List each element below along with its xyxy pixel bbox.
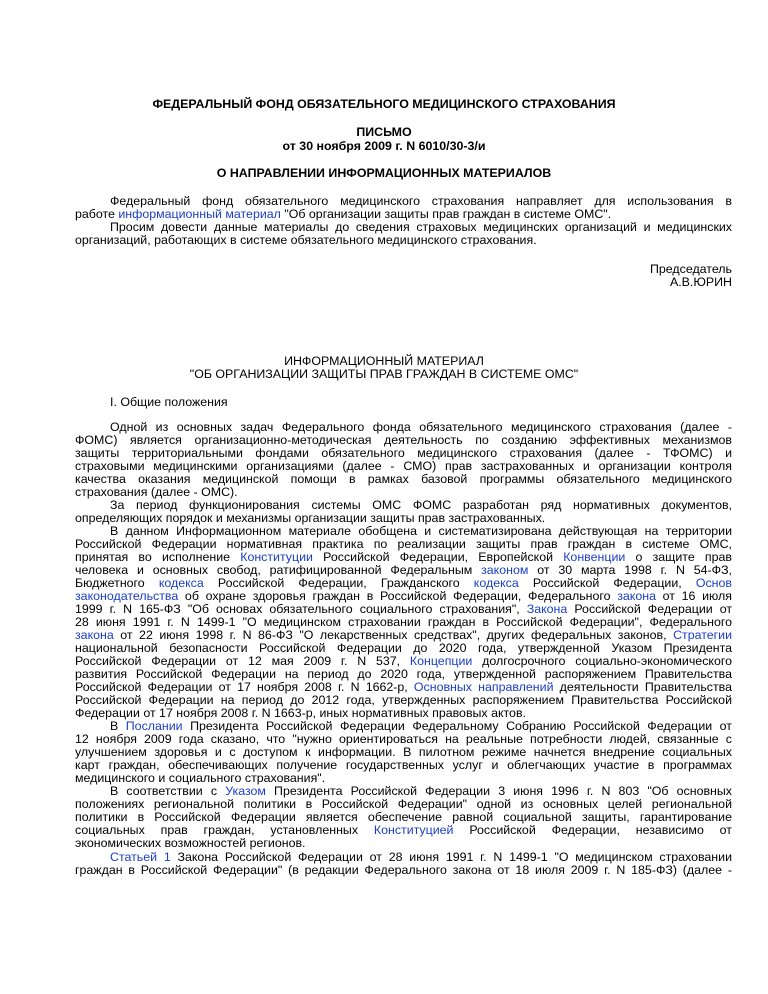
body-line: Статьей 1 Закона Российской Федерации от 28 июня 1991 г. N 1499-1 "О медицинском страховании	[110, 850, 732, 864]
body-line: В данном Информационном материале обобщена и систематизирована действующая на территории	[110, 524, 732, 538]
body-line: законодательства об охране здоровья граждан в Российской Федерации, Федерального закона от 16 июля	[75, 589, 732, 603]
body-line: Российской Федерации от 12 мая 2009 г. N 537, Концепции долгосрочного социально-экономического	[75, 654, 732, 668]
body-line: 28 июня 1991 г. N 1499-1 "О медицинском страховании граждан в Российской Федерации", Федерального	[75, 615, 732, 629]
body-line: качества оказания медицинской помощи в рамках базовой программы обязательного медицинского	[75, 472, 732, 486]
main-directions-link[interactable]: Основных направлений	[413, 680, 554, 694]
federal-law-link[interactable]: закона	[617, 589, 656, 603]
constitution-link[interactable]: Конституции	[240, 550, 313, 564]
letter-paragraph-2-line-2: организаций, работающих в системе обязательного медицинского страхования.	[75, 233, 537, 247]
material-title-1: ИНФОРМАЦИОННЫЙ МАТЕРИАЛ	[284, 354, 484, 368]
body-line: Российской Федерации от 17 ноября 2008 г. N 1662-р, Основных направлений деятельности Правительства	[75, 680, 732, 694]
body-line: человека и основных свобод, ратифицированной Федеральным законом от 30 марта 1998 г. N 54-ФЗ,	[75, 563, 732, 577]
org-heading: ФЕДЕРАЛЬНЫЙ ФОНД ОБЯЗАТЕЛЬНОГО МЕДИЦИНСКОГО СТРАХОВАНИЯ	[152, 97, 616, 111]
doc-subject: О НАПРАВЛЕНИИ ИНФОРМАЦИОННЫХ МАТЕРИАЛОВ	[216, 166, 552, 180]
law-link[interactable]: законом	[481, 563, 529, 577]
body-line: 12 ноября 2009 года сказано, что "нужно ориентироваться на реальные потребности людей, связанные с	[75, 732, 732, 746]
body-line: принятая во исполнение Конституции Российской Федерации, Европейской Конвенции о защите прав	[75, 550, 732, 564]
convention-link[interactable]: Конвенции	[563, 550, 626, 564]
body-line: Одной из основных задач Федерального фонда обязательного медицинского страхования (далее -	[110, 420, 732, 434]
body-line: национальной безопасности Российской Федерации до 2020 года, утвержденной Указом Президента	[75, 641, 732, 655]
body-line: определяющих порядок и механизмы организации защиты прав застрахованных.	[75, 511, 546, 525]
body-line: За период функционирования системы ОМС ФОМС разработан ряд нормативных документов,	[110, 498, 732, 512]
informational-material-link[interactable]: информационный материал	[118, 207, 281, 221]
doc-type: ПИСЬМО	[356, 125, 412, 139]
signature-title: Председатель	[649, 262, 732, 276]
civil-code-link[interactable]: кодекса	[473, 576, 519, 590]
constitution-link-2[interactable]: Конституцией	[373, 823, 454, 837]
body-line: медицинского и социального страхования".	[75, 771, 326, 785]
rf-law-link[interactable]: Закона	[526, 602, 568, 616]
body-line: страховыми медицинскими организациями (далее - СМО) прав застрахованных и организации контроля	[75, 459, 732, 473]
body-line: Российской Федерации нормативная практика по реализации защиты прав граждан в системе ОМС,	[75, 537, 732, 551]
budget-code-link[interactable]: кодекса	[158, 576, 204, 590]
body-line: экономических возможностей регионов.	[75, 836, 306, 850]
fundamentals-link[interactable]: Основ	[695, 576, 732, 590]
body-line: положениях региональной политики в Российской Федерации" одной из основных целей региональной	[75, 797, 732, 811]
legislation-link[interactable]: законодательства	[75, 589, 179, 603]
section-heading: I. Общие положения	[110, 395, 228, 409]
body-line: ФОМС) является организационно-методическая деятельность по созданию эффективных механизмов	[75, 433, 732, 447]
material-title-2: "ОБ ОРГАНИЗАЦИИ ЗАЩИТЫ ПРАВ ГРАЖДАН В СИСТЕМЕ ОМС"	[189, 367, 579, 381]
body-line: 1999 г. N 165-ФЗ "Об основах обязательного социального страхования", Закона Российской Федерации от	[75, 602, 732, 616]
body-line: защиты территориальными фондами обязательного медицинского страхования (далее - ТФОМС) и	[75, 446, 732, 460]
letter-paragraph-1-line-1: Федеральный фонд обязательного медицинского страхования направляет для использования в	[110, 194, 732, 208]
body-line: граждан в Российской Федерации" (в редакции Федерального закона от 18 июля 2009 г. N 185-ФЗ) (далее -	[75, 863, 732, 877]
body-line: политики в Российской Федерации является обеспечение равной социальной защиты, гарантирование	[75, 810, 732, 824]
body-line: Российской Федерации на период до 2012 года, утвержденных распоряжением Правительства Российской	[75, 693, 732, 707]
doc-ref: от 30 ноября 2009 г. N 6010/30-3/и	[282, 139, 486, 153]
body-line: закона от 22 июня 1998 г. N 86-ФЗ "О лекарственных средствах", других федеральных законов, Стратегии	[75, 628, 732, 642]
article-1-link[interactable]: Статьей 1	[110, 850, 171, 864]
body-line: Федерации от 17 ноября 2008 г. N 1663-р, иных нормативных правовых актов.	[75, 706, 526, 720]
address-link[interactable]: Послании	[125, 719, 183, 733]
body-line: страхования (далее - ОМС).	[75, 485, 238, 499]
body-line: В Послании Президента Российской Федерации Федеральному Собранию Российской Федерации от	[110, 719, 732, 733]
body-line: В соответствии с Указом Президента Российской Федерации 3 июня 1996 г. N 803 "Об основных	[110, 784, 733, 798]
body-line: социальных прав граждан, установленных Конституцией Российской Федерации, независимо от	[75, 823, 732, 837]
letter-paragraph-2-line-1: Просим довести данные материалы до сведения страховых медицинских организаций и медицинских	[110, 220, 732, 234]
body-line: улучшением здоровья и с доступом к информации. В пилотном режиме начнется внедрение социальных	[75, 745, 732, 759]
decree-link[interactable]: Указом	[225, 784, 266, 798]
body-line: развития Российской Федерации на период до 2020 года, утвержденной распоряжением Правительства	[75, 667, 732, 681]
body-line: карт граждан, обеспечивающих получение государственных услуг и облегчающих участие в программах	[75, 758, 732, 772]
signature-name: А.В.ЮРИН	[669, 275, 732, 289]
letter-paragraph-1-line-2: работе информационный материал "Об организации защиты прав граждан в системе ОМС".	[75, 207, 612, 221]
body-line: Бюджетного кодекса Российской Федерации, Гражданского кодекса Российской Федерации, Основ	[75, 576, 732, 590]
concept-link[interactable]: Концепции	[409, 654, 473, 668]
strategy-link[interactable]: Стратегии	[673, 628, 732, 642]
medicines-law-link[interactable]: закона	[75, 628, 114, 642]
